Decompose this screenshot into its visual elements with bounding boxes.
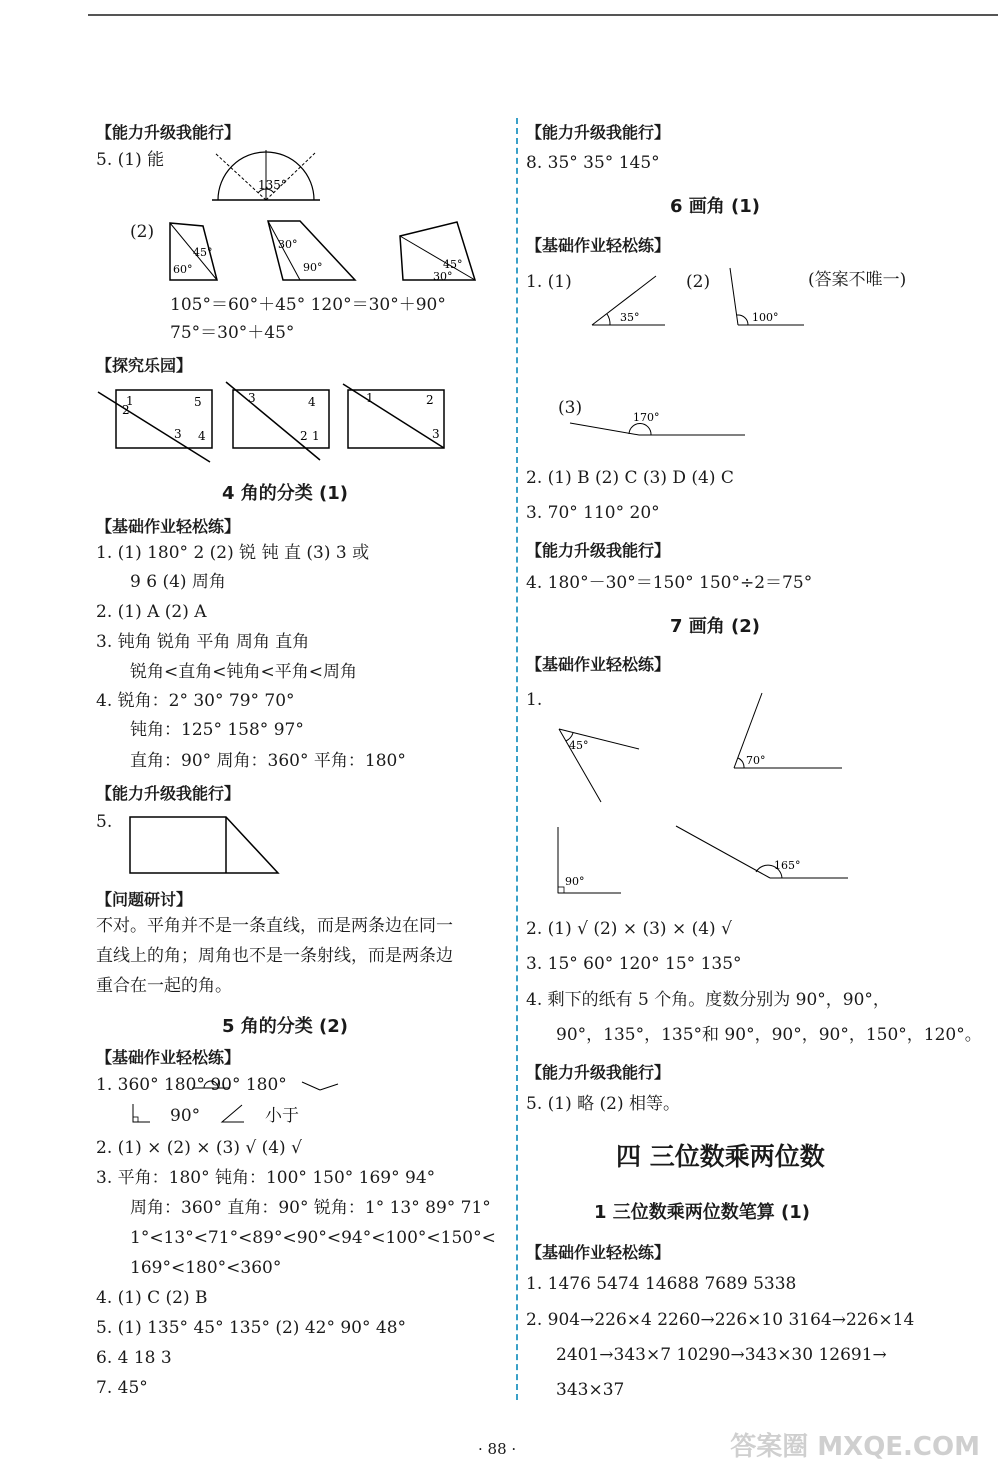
section-title: 1 三位数乘两位数笔算 (1) xyxy=(594,1202,811,1223)
angle-70-figure xyxy=(730,690,846,772)
answer-line: 2. (1) × (2) × (3) √ (4) √ xyxy=(96,1138,302,1158)
paragraph-line: 不对。平角并不是一条直线，而是两条边在同一 xyxy=(96,916,453,936)
top-rule xyxy=(88,14,998,16)
answer-line: (2) xyxy=(686,272,711,292)
answer-line: 5. xyxy=(96,812,113,832)
section-title: 7 画角 (2) xyxy=(670,616,761,637)
paragraph-line: 直线上的角；周角也不是一条射线，而是两条边 xyxy=(96,946,453,966)
answer-line: 3. 15° 60° 120° 15° 135° xyxy=(526,954,742,974)
answer-5-1: 5. (1) 能 xyxy=(96,150,165,170)
answer-line: 锐角<直角<钝角<平角<周角 xyxy=(130,662,357,682)
svg-text:30°: 30° xyxy=(278,238,298,251)
section-header: 【基础作业轻松练】 xyxy=(526,1243,671,1262)
answer-line: 2. (1) A (2) A xyxy=(96,602,207,622)
answer-line: 169°<180°<360° xyxy=(130,1258,282,1278)
svg-text:35°: 35° xyxy=(620,311,640,324)
answer-note: (答案不唯一) xyxy=(808,270,907,290)
answer-line: 343×37 xyxy=(556,1380,625,1400)
answer-line: 2401→343×7 10290→343×30 12691→ xyxy=(556,1345,887,1365)
section-title: 5 角的分类 (2) xyxy=(222,1016,349,1037)
column-divider xyxy=(516,118,518,1400)
acute-angle-icon xyxy=(218,1102,246,1126)
svg-text:45°: 45° xyxy=(193,246,213,259)
answer-line: 1. (1) xyxy=(526,272,572,292)
angle-label: 135° xyxy=(258,178,287,192)
svg-text:4: 4 xyxy=(308,395,316,409)
svg-text:45°: 45° xyxy=(569,739,589,752)
svg-text:3: 3 xyxy=(248,391,256,405)
answer-line: 小于 xyxy=(265,1106,299,1126)
answer-line: 5. (1) 略 (2) 相等。 xyxy=(526,1094,680,1114)
angle-100-figure xyxy=(726,265,806,327)
equation-line: 105°＝60°＋45° 120°＝30°＋90° xyxy=(170,295,446,315)
answer-line: 3. 70° 110° 20° xyxy=(526,503,660,523)
svg-text:2: 2 xyxy=(300,429,308,443)
triangle-set-figures xyxy=(165,218,485,290)
svg-text:2: 2 xyxy=(426,393,434,407)
svg-text:1: 1 xyxy=(366,391,374,405)
svg-text:3: 3 xyxy=(174,427,182,441)
section-header: 【探究乐园】 xyxy=(96,356,193,375)
answer-line: 2. (1) √ (2) × (3) × (4) √ xyxy=(526,919,732,939)
section-header: 【基础作业轻松练】 xyxy=(526,655,671,674)
section-title: 4 角的分类 (1) xyxy=(222,483,349,504)
svg-text:170°: 170° xyxy=(633,411,660,424)
answer-line: (3) xyxy=(558,398,583,418)
answer-5-2: (2) xyxy=(130,222,155,242)
svg-text:45°: 45° xyxy=(443,258,463,271)
section-header: 【能力升级我能行】 xyxy=(526,541,671,560)
answer-line: 8. 35° 35° 145° xyxy=(526,153,660,173)
protractor-figure xyxy=(200,145,330,205)
angle-35-figure xyxy=(590,270,670,328)
answer-line: 7. 45° xyxy=(96,1378,148,1398)
svg-text:70°: 70° xyxy=(746,754,766,767)
answer-line: 5. (1) 135° 45° 135° (2) 42° 90° 48° xyxy=(96,1318,407,1338)
page-number: · 88 · xyxy=(478,1440,517,1458)
paragraph-line: 重合在一起的角。 xyxy=(96,976,232,996)
answer-line: 3. 钝角 锐角 平角 周角 直角 xyxy=(96,632,310,652)
chapter-title: 四 三位数乘两位数 xyxy=(616,1142,825,1171)
angle-icons-row1 xyxy=(190,1078,360,1098)
svg-text:1: 1 xyxy=(126,394,134,408)
answer-line: 6. 4 18 3 xyxy=(96,1348,172,1368)
section-header: 【基础作业轻松练】 xyxy=(96,517,241,536)
svg-text:30°: 30° xyxy=(433,270,453,283)
right-angle-icon xyxy=(130,1102,152,1126)
answer-line: 90°，135°，135°和 90°，90°，90°，150°，120°。 xyxy=(556,1025,982,1045)
answer-line: 钝角：125° 158° 97° xyxy=(130,720,304,740)
answer-line: 9 6 (4) 周角 xyxy=(130,572,226,592)
answer-line: 2. 904→226×4 2260→226×10 3164→226×14 xyxy=(526,1310,915,1330)
rectangle-cut-figures xyxy=(98,380,478,465)
svg-text:165°: 165° xyxy=(774,859,801,872)
angle-170-figure xyxy=(565,405,750,440)
answer-line: 1. (1) 180° 2 (2) 锐 钝 直 (3) 3 或 xyxy=(96,543,370,563)
answer-line: 4. 180°－30°＝150° 150°÷2＝75° xyxy=(526,573,813,593)
answer-line: 4. 锐角：2° 30° 79° 70° xyxy=(96,691,295,711)
section-header: 【基础作业轻松练】 xyxy=(96,1048,241,1067)
section-header: 【基础作业轻松练】 xyxy=(526,236,671,255)
svg-text:4: 4 xyxy=(198,429,206,443)
section-header: 【问题研讨】 xyxy=(96,890,193,909)
answer-line: 3. 平角：180° 钝角：100° 150° 169° 94° xyxy=(96,1168,436,1188)
watermark-logo: 答案圈 MXQE.COM xyxy=(730,1432,980,1462)
answer-line: 2. (1) B (2) C (3) D (4) C xyxy=(526,468,734,488)
answer-line: 周角：360° 直角：90° 锐角：1° 13° 89° 71° xyxy=(130,1198,491,1218)
answer-line: 1. 360° 180° 90° 180° xyxy=(96,1075,287,1095)
trapezoid-figure xyxy=(128,815,283,877)
answer-line: 直角：90° 周角：360° 平角：180° xyxy=(130,751,406,771)
answer-line: 1. xyxy=(526,690,543,710)
answer-line: 1°<13°<71°<89°<90°<94°<100°<150°< xyxy=(130,1228,496,1248)
section-header: 【能力升级我能行】 xyxy=(526,123,671,142)
answer-line: 90° xyxy=(170,1106,201,1126)
svg-text:100°: 100° xyxy=(752,311,779,324)
answer-line: 4. (1) C (2) B xyxy=(96,1288,208,1308)
svg-text:60°: 60° xyxy=(173,263,193,276)
section-title: 6 画角 (1) xyxy=(670,196,761,217)
angle-45-figure xyxy=(555,725,645,805)
svg-text:2: 2 xyxy=(122,403,130,417)
svg-text:90°: 90° xyxy=(303,261,323,274)
angle-90-figure xyxy=(555,825,625,897)
svg-text:1: 1 xyxy=(312,429,320,443)
answer-line: 1. 1476 5474 14688 7689 5338 xyxy=(526,1274,797,1294)
svg-text:3: 3 xyxy=(432,427,440,441)
section-header: 【能力升级我能行】 xyxy=(96,784,241,803)
section-header: 【能力升级我能行】 xyxy=(526,1063,671,1082)
svg-text:90°: 90° xyxy=(565,875,585,888)
section-header: 【能力升级我能行】 xyxy=(96,123,241,142)
svg-text:5: 5 xyxy=(194,395,202,409)
angle-165-figure xyxy=(672,822,852,884)
equation-line: 75°＝30°＋45° xyxy=(170,323,295,343)
answer-line: 4. 剩下的纸有 5 个角。度数分别为 90°，90°， xyxy=(526,990,890,1010)
